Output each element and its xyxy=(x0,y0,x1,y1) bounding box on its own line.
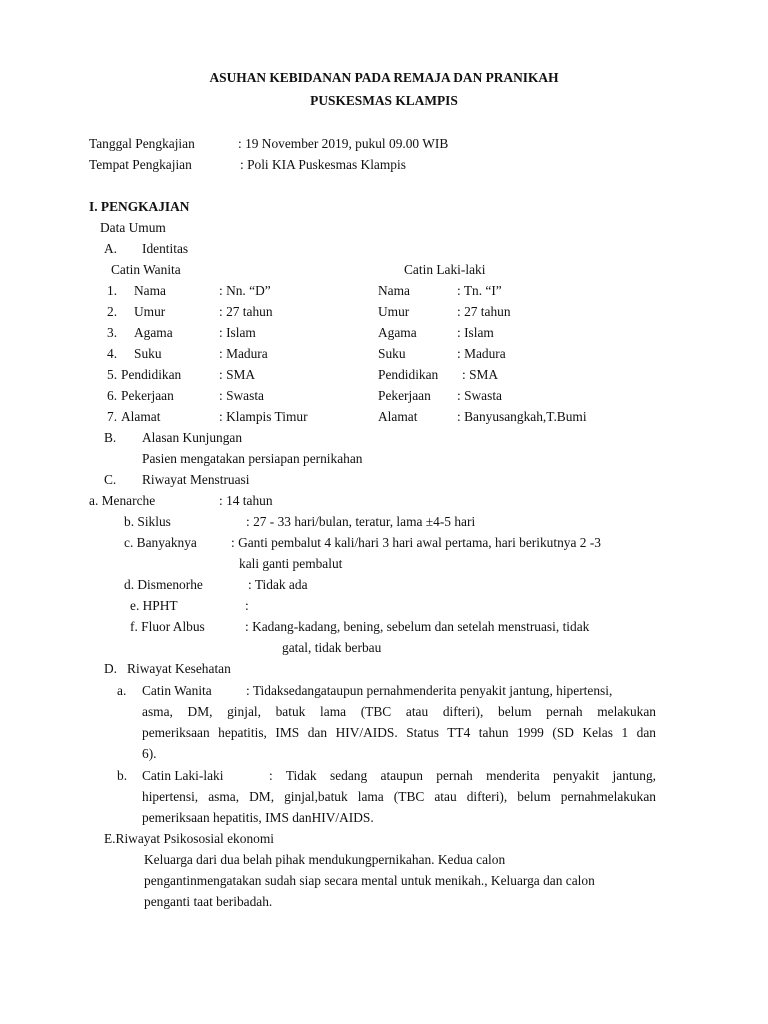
kesehatan-b-line: hipertensi, asma, DM, ginjal,batuk lama (TBC atau difteri), belum pernahmelakukan xyxy=(142,789,656,804)
kesehatan-a-line: asma, DM, ginjal, batuk lama (TBC atau difteri), belum pernah melakukan xyxy=(142,704,656,719)
kesehatan-a-line: pemeriksaan hepatitis, IMS dan HIV/AIDS. Status TT4 tahun 1999 (SD Kelas 1 dan xyxy=(142,725,656,740)
wanita-row-value: : Madura xyxy=(219,346,268,361)
pria-row-label: Agama xyxy=(378,325,417,340)
wanita-row-num: 7. xyxy=(107,409,118,424)
wanita-row-label: Nama xyxy=(134,283,166,298)
psikososial-line: penganti taat beribadah. xyxy=(144,894,273,909)
identitas-marker: A. xyxy=(104,241,118,256)
document-subtitle: PUSKESMAS KLAMPIS xyxy=(310,93,458,108)
pria-row-value: : 27 tahun xyxy=(457,304,511,319)
kesehatan-b-line: : Tidak sedang ataupun pernah menderita penyakit jantung, xyxy=(269,768,656,783)
pria-row-label: Pendidikan xyxy=(378,367,439,382)
wanita-row-num: 2. xyxy=(107,304,118,319)
siklus-label: b. Siklus xyxy=(124,514,171,529)
data-umum-heading: Data Umum xyxy=(100,220,166,235)
fluor-albus-value: : Kadang-kadang, bening, sebelum dan setelah menstruasi, tidak xyxy=(245,619,590,634)
wanita-row-value: : SMA xyxy=(219,367,256,382)
psikososial-line: pengantinmengatakan sudah siap secara mental untuk menikah., Keluarga dan calon xyxy=(144,873,595,888)
wanita-row-num: 5. xyxy=(107,367,118,382)
catin-pria-header: Catin Laki-laki xyxy=(404,262,486,277)
wanita-row-label: Umur xyxy=(134,304,166,319)
wanita-row-value: : Nn. “D” xyxy=(219,283,271,298)
hpht-label: e. HPHT xyxy=(130,598,178,613)
wanita-row-value: : 27 tahun xyxy=(219,304,273,319)
wanita-row-num: 1. xyxy=(107,283,118,298)
wanita-row-label: Pendidikan xyxy=(121,367,182,382)
tanggal-value: : 19 November 2019, pukul 09.00 WIB xyxy=(238,136,449,151)
wanita-row-label: Agama xyxy=(134,325,173,340)
dismenorhe-value: : Tidak ada xyxy=(248,577,308,592)
wanita-row-value: : Islam xyxy=(219,325,256,340)
menstruasi-title: Riwayat Menstruasi xyxy=(142,472,250,487)
dismenorhe-label: d. Dismenorhe xyxy=(124,577,203,592)
alasan-marker: B. xyxy=(104,430,117,445)
banyaknya-label: c. Banyaknya xyxy=(124,535,197,550)
kesehatan-a-line: 6). xyxy=(142,746,157,761)
catin-wanita-header: Catin Wanita xyxy=(111,262,181,277)
pria-row-value: : Madura xyxy=(457,346,506,361)
menstruasi-marker: C. xyxy=(104,472,117,487)
wanita-row-num: 6. xyxy=(107,388,118,403)
fluor-albus-value-cont: gatal, tidak berbau xyxy=(282,640,382,655)
kesehatan-title: D. Riwayat Kesehatan xyxy=(104,661,231,676)
pria-row-value: : Banyusangkah,T.Bumi xyxy=(457,409,587,424)
pria-row-label: Umur xyxy=(378,304,410,319)
wanita-row-num: 3. xyxy=(107,325,118,340)
alasan-text: Pasien mengatakan persiapan pernikahan xyxy=(142,451,363,466)
psikososial-line: Keluarga dari dua belah pihak mendukungpernikahan. Kedua calon xyxy=(144,852,506,867)
pria-row-label: Suku xyxy=(378,346,406,361)
fluor-albus-label: f. Fluor Albus xyxy=(130,619,205,634)
pria-row-label: Alamat xyxy=(378,409,418,424)
alasan-title: Alasan Kunjungan xyxy=(142,430,243,445)
banyaknya-value-cont: kali ganti pembalut xyxy=(239,556,343,571)
pria-row-label: Nama xyxy=(378,283,410,298)
wanita-row-label: Alamat xyxy=(121,409,161,424)
pria-row-value: : Swasta xyxy=(457,388,503,403)
pria-row-label: Pekerjaan xyxy=(378,388,431,403)
pria-row-value: : SMA xyxy=(462,367,499,382)
psikososial-title: E.Riwayat Psikososial ekonomi xyxy=(104,831,274,846)
kesehatan-b-line: pemeriksaan hepatitis, IMS danHIV/AIDS. xyxy=(142,810,374,825)
kesehatan-b-label: Catin Laki-laki xyxy=(142,768,224,783)
kesehatan-a-label: Catin Wanita xyxy=(142,683,212,698)
wanita-row-label: Pekerjaan xyxy=(121,388,174,403)
tanggal-label: Tanggal Pengkajian xyxy=(89,136,195,151)
section-heading: I. PENGKAJIAN xyxy=(89,199,190,214)
wanita-row-label: Suku xyxy=(134,346,162,361)
kesehatan-a-marker: a. xyxy=(117,683,127,698)
document-title: ASUHAN KEBIDANAN PADA REMAJA DAN PRANIKAH xyxy=(209,70,559,85)
menarche-value: : 14 tahun xyxy=(219,493,273,508)
menarche-label: a. Menarche xyxy=(89,493,156,508)
tempat-label: Tempat Pengkajian xyxy=(89,157,192,172)
identitas-title: Identitas xyxy=(142,241,189,256)
hpht-value: : xyxy=(245,598,249,613)
kesehatan-a-line: : Tidaksedangataupun pernahmenderita penyakit jantung, hipertensi, xyxy=(246,683,613,698)
pria-row-value: : Islam xyxy=(457,325,494,340)
pria-row-value: : Tn. “I” xyxy=(457,283,502,298)
tempat-value: : Poli KIA Puskesmas Klampis xyxy=(240,157,406,172)
wanita-row-num: 4. xyxy=(107,346,118,361)
siklus-value: : 27 - 33 hari/bulan, teratur, lama ±4-5 hari xyxy=(246,514,476,529)
kesehatan-b-marker: b. xyxy=(117,768,128,783)
wanita-row-value: : Klampis Timur xyxy=(219,409,308,424)
wanita-row-value: : Swasta xyxy=(219,388,265,403)
banyaknya-value: : Ganti pembalut 4 kali/hari 3 hari awal pertama, hari berikutnya 2 -3 xyxy=(231,535,601,550)
